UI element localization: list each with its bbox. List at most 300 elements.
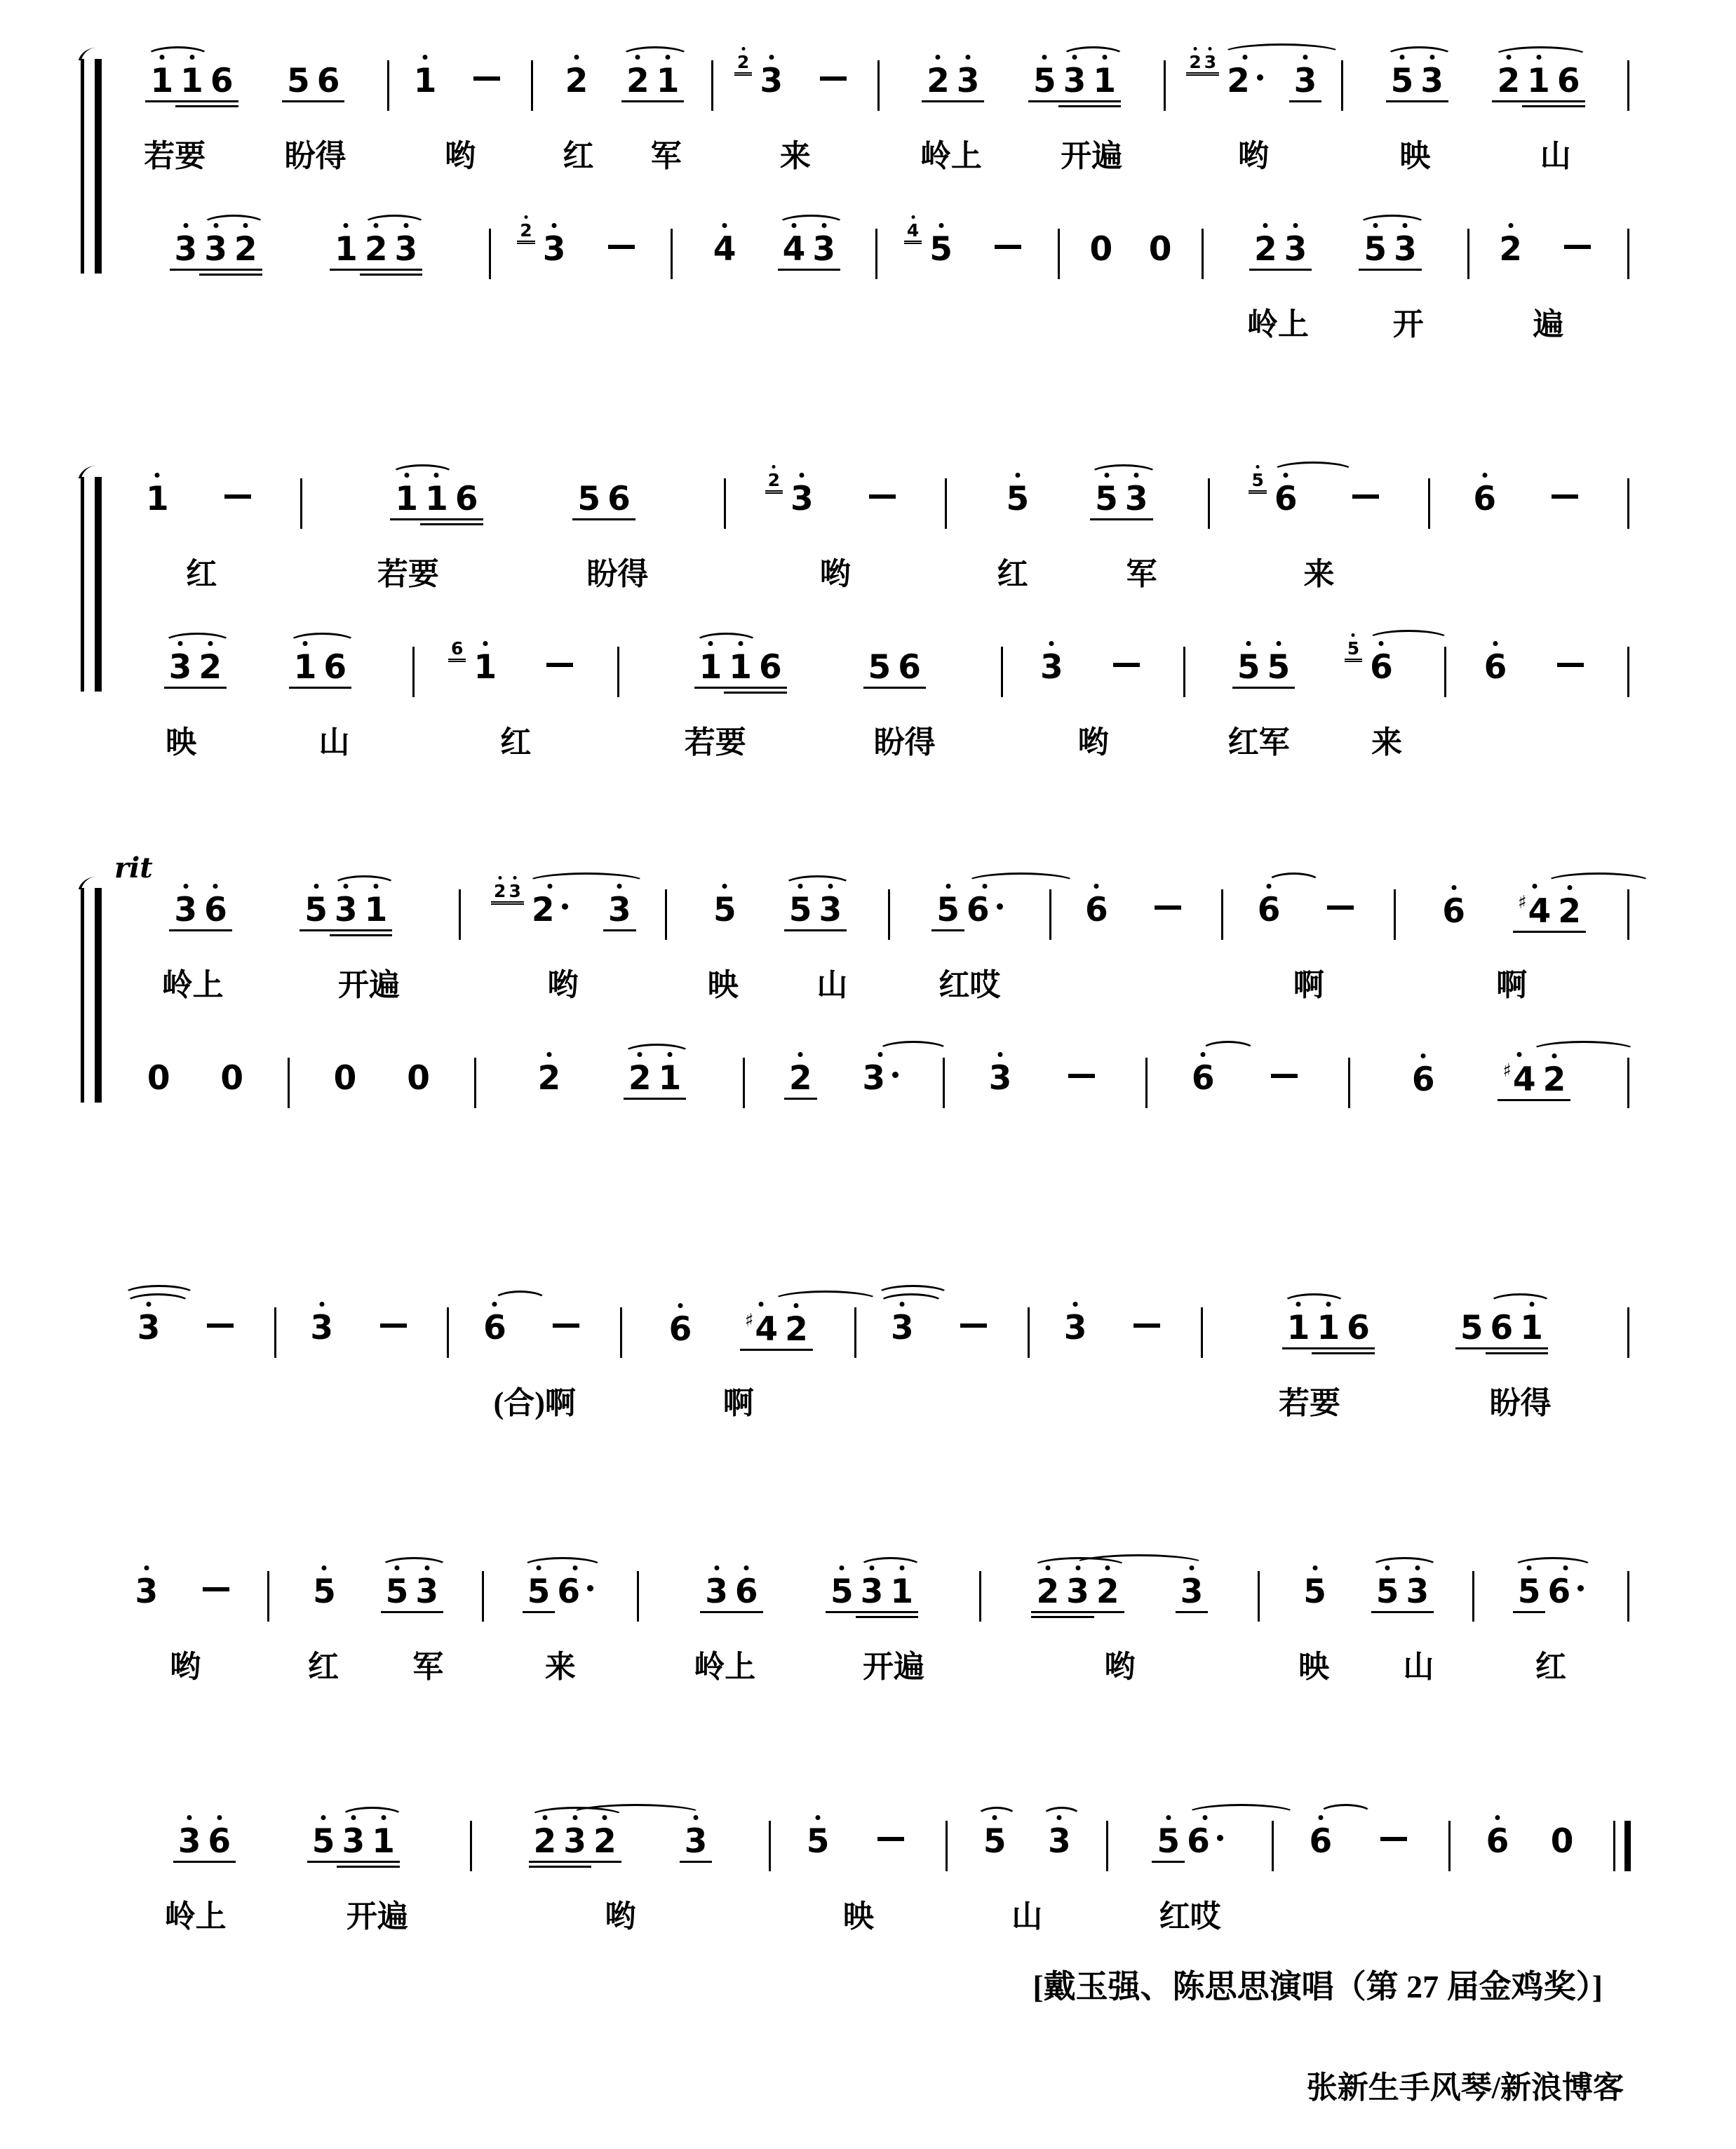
- voice-line: [105, 1025, 1631, 1170]
- note-group: [1434, 892, 1473, 931]
- barline: [1208, 478, 1210, 529]
- octave-dot: [744, 1565, 749, 1570]
- system-2: [81, 446, 1631, 759]
- notes-row: [473, 1788, 768, 1870]
- note-group: [1537, 506, 1592, 510]
- note-group: [189, 1598, 243, 1603]
- barline: [743, 1058, 745, 1108]
- octave-dot: [1399, 55, 1404, 60]
- note-group: [1465, 480, 1504, 518]
- barline: [1106, 1821, 1108, 1871]
- measure: [879, 196, 1056, 341]
- note: 1: [887, 1575, 917, 1608]
- note-group: [1230, 648, 1298, 687]
- barline: [1627, 60, 1629, 111]
- note-group: [1244, 470, 1305, 518]
- system-1: [81, 28, 1631, 341]
- note-group: [138, 480, 177, 518]
- notes-row: [105, 1788, 469, 1870]
- octave-dot: [573, 1565, 578, 1570]
- note: 5: [301, 894, 331, 927]
- octave-dot: [1506, 55, 1511, 60]
- barline: [1183, 647, 1185, 697]
- note: 2: [1495, 233, 1526, 266]
- voice-line: [105, 614, 1631, 759]
- performers-credit: [戴玉强、陈思思演唱（第 27 届金鸡奖）]: [1032, 1969, 1603, 2005]
- barline: [1348, 1058, 1350, 1108]
- sharp-icon: ♯: [1502, 1060, 1512, 1082]
- note: 5: [710, 894, 740, 927]
- octave-dot: [1421, 1053, 1426, 1058]
- note: 2: [492, 882, 507, 900]
- note-group: [387, 480, 485, 518]
- note: 3: [681, 1825, 711, 1858]
- octave-dot: [1536, 55, 1541, 60]
- lyrics-row: [1397, 938, 1626, 1002]
- note: 1: [290, 651, 321, 684]
- octave-dot: [678, 1303, 682, 1308]
- notes-row: [1275, 1788, 1447, 1870]
- notes-row: [948, 446, 1206, 527]
- lyric-syllable: 山: [816, 968, 848, 1002]
- octave-dot: [772, 465, 776, 469]
- note: 3: [132, 1575, 162, 1608]
- lyric-syllable: 红: [307, 1650, 339, 1684]
- note-group: [900, 220, 960, 269]
- octave-dot: [1209, 47, 1212, 50]
- lyric-syllable: 红哎: [938, 968, 1001, 1002]
- grace-notes: [1345, 640, 1362, 662]
- note-group: [946, 1335, 1001, 1339]
- note-group: [823, 1572, 921, 1611]
- barline: [1627, 1571, 1629, 1622]
- measure: [1275, 1788, 1447, 1933]
- lyrics-row: [391, 109, 530, 173]
- note: 3: [887, 1312, 917, 1345]
- octave-dot: [1385, 1565, 1390, 1570]
- slur-arc: [1073, 1554, 1205, 1574]
- score: [81, 28, 1631, 1933]
- measure: [105, 614, 411, 759]
- note-group: [279, 62, 347, 100]
- measure: [391, 28, 530, 173]
- octave-dot: [1201, 1052, 1206, 1057]
- notes-row: [534, 28, 710, 109]
- note: 5: [803, 1825, 833, 1858]
- measure: [1471, 196, 1626, 341]
- note-group: [863, 1848, 918, 1852]
- barline: [288, 1058, 290, 1108]
- octave-dot: [322, 1565, 327, 1570]
- note: 1: [331, 233, 361, 266]
- note-group: [1495, 1060, 1573, 1099]
- note-group: [210, 506, 265, 510]
- octave-dot: [525, 215, 528, 219]
- lyric-syllable: 军: [412, 1650, 444, 1684]
- octave-dot: [794, 1303, 799, 1308]
- measure: [727, 446, 943, 591]
- note: 1: [1523, 65, 1554, 97]
- lyrics-row: [668, 938, 887, 1002]
- measure: [105, 1275, 273, 1420]
- lyrics-row: [1345, 109, 1626, 173]
- octave-dot: [870, 1565, 875, 1570]
- note: 3: [338, 1825, 368, 1858]
- octave-dot: [374, 223, 379, 228]
- notes-row: [1345, 28, 1626, 109]
- barline: [854, 1307, 856, 1358]
- note: 5: [1153, 1825, 1183, 1858]
- augmentation-dot: [562, 903, 568, 910]
- notes-row: [450, 1275, 619, 1356]
- lyrics-row: [1061, 278, 1200, 341]
- barline: [769, 1821, 771, 1871]
- octave-dot: [1451, 885, 1456, 890]
- notes-row: [668, 857, 887, 938]
- octave-dot: [1075, 1565, 1080, 1570]
- dash-hold: [1327, 905, 1354, 910]
- lyrics-row: [534, 109, 710, 173]
- octave-dot: [714, 1565, 719, 1570]
- measure: [462, 857, 664, 1002]
- octave-dot: [189, 55, 194, 60]
- note: 2: [361, 233, 391, 266]
- note-group: [1077, 891, 1116, 929]
- lyrics-row: [416, 696, 616, 759]
- measure: [746, 1025, 941, 1170]
- note: 6: [1469, 483, 1500, 516]
- sharp-icon: ♯: [1517, 892, 1527, 913]
- notes-row: [105, 1539, 266, 1620]
- note: 5: [1250, 471, 1265, 489]
- note: 6: [1544, 1575, 1587, 1608]
- measure: [715, 28, 875, 173]
- measure: [1448, 614, 1626, 759]
- note-group: [1056, 1309, 1095, 1347]
- lyric-syllable: 盼得: [873, 725, 936, 760]
- note-group: [775, 230, 843, 269]
- note: 5: [283, 65, 314, 97]
- barline: [1627, 647, 1629, 697]
- octave-dot: [434, 473, 439, 478]
- measure: [621, 614, 1000, 759]
- octave-dot: [798, 884, 803, 889]
- final-barline: [1613, 1821, 1631, 1871]
- note-group: [327, 230, 425, 269]
- lyric-syllable: 山: [1540, 139, 1571, 173]
- note: 5: [574, 483, 604, 516]
- barline: [1444, 647, 1446, 697]
- note: 6: [553, 1575, 597, 1608]
- note: 5: [1346, 640, 1361, 657]
- lyric-syllable: 若要: [144, 139, 206, 173]
- note: 3: [412, 1575, 442, 1608]
- note: 2: [1223, 65, 1267, 97]
- augmentation-dot: [997, 903, 1003, 910]
- octave-dot: [1508, 223, 1513, 228]
- note: 4: [710, 233, 740, 266]
- lyrics-row: [1261, 1620, 1471, 1683]
- note-group: [1149, 1822, 1230, 1861]
- note: 3: [787, 483, 817, 516]
- system-5: [81, 1539, 1631, 1683]
- octave-dot: [792, 223, 797, 228]
- octave-dot: [547, 884, 552, 889]
- octave-dot: [693, 1815, 698, 1820]
- note: 5: [382, 1575, 412, 1608]
- note-group: [761, 470, 821, 518]
- note: 5: [827, 1575, 857, 1608]
- notes-row: [746, 1025, 941, 1107]
- octave-dot: [1263, 223, 1268, 228]
- note-group: [459, 88, 514, 92]
- augmentation-dot: [1257, 74, 1263, 81]
- notes-row: [1061, 196, 1200, 278]
- lyrics-row: [1476, 1620, 1626, 1683]
- note: 5: [1091, 483, 1122, 516]
- measure: [1352, 1025, 1626, 1170]
- note: 1: [410, 65, 440, 97]
- octave-dot: [344, 223, 349, 228]
- notes-row: [983, 1539, 1256, 1620]
- note: 5: [980, 1825, 1010, 1858]
- note-group: [166, 891, 234, 929]
- octave-dot: [821, 223, 826, 228]
- measure: [492, 196, 670, 341]
- barline: [447, 1307, 449, 1358]
- credits: [81, 1961, 1631, 2107]
- note-group: [706, 891, 744, 929]
- octave-dot: [1242, 55, 1247, 60]
- dash-hold: [553, 1323, 579, 1328]
- source-credit: 张新生手风琴/新浪博客: [1306, 2070, 1624, 2105]
- lyric-syllable: (合)啊: [493, 1386, 576, 1420]
- octave-dot: [816, 1815, 821, 1820]
- lyrics-row: [1031, 1356, 1199, 1420]
- note: 3: [507, 882, 522, 900]
- lyric-syllable: 来: [779, 139, 811, 173]
- lyrics-row: [1471, 278, 1626, 341]
- octave-dot: [1532, 884, 1537, 889]
- lyric-syllable: 盼得: [284, 139, 346, 173]
- voice-line: [105, 1539, 1631, 1683]
- lyric-syllable: 军: [1126, 557, 1157, 591]
- note: 2: [518, 222, 533, 239]
- note-group: [1489, 62, 1587, 100]
- octave-dot: [635, 55, 640, 60]
- lyrics-row: [891, 938, 1047, 1002]
- note-group: [1040, 1822, 1079, 1861]
- note-group: [1313, 917, 1368, 921]
- note: 5: [1387, 65, 1418, 97]
- octave-dot: [1105, 1565, 1110, 1570]
- barline: [671, 229, 673, 279]
- barline: [1627, 889, 1629, 940]
- note: 6: [204, 1825, 234, 1858]
- dash-hold: [820, 76, 847, 81]
- note: 5: [933, 894, 963, 927]
- octave-dot: [738, 641, 743, 646]
- octave-dot: [177, 641, 182, 646]
- octave-dot: [1194, 47, 1197, 50]
- lyric-syllable: 开遍: [338, 968, 401, 1002]
- note: 3: [171, 233, 201, 266]
- notes-row: [1471, 196, 1626, 278]
- barline: [1202, 229, 1204, 279]
- lyrics-row: [1204, 1356, 1626, 1420]
- lyrics-row: [105, 938, 457, 1002]
- octave-dot: [1352, 633, 1355, 637]
- lyric-syllable: 红军: [1227, 725, 1290, 760]
- octave-dot: [759, 1302, 764, 1307]
- note: 6: [1554, 65, 1584, 97]
- note: 5: [1360, 233, 1390, 266]
- barline: [300, 478, 302, 529]
- lyric-syllable: 盼得: [586, 557, 649, 591]
- octave-dot: [314, 884, 318, 889]
- dash-hold: [1155, 905, 1181, 910]
- octave-dot: [147, 1302, 152, 1307]
- octave-dot: [183, 884, 188, 889]
- note-group: [142, 62, 241, 100]
- note: 0: [407, 1059, 430, 1098]
- note-group: [326, 1059, 365, 1098]
- slur-arc: [1222, 43, 1341, 63]
- note: 6: [1271, 483, 1301, 516]
- notes-row: [674, 196, 874, 278]
- notes-row: [492, 196, 670, 278]
- note-group: [167, 230, 265, 269]
- notes-row: [1187, 614, 1443, 696]
- octave-dot: [424, 1565, 429, 1570]
- note: 2: [786, 1062, 816, 1095]
- lyrics-row: [1149, 1107, 1347, 1170]
- octave-dot: [1482, 473, 1487, 478]
- lyric-syllable: 哟: [605, 1899, 636, 1934]
- note: 2: [625, 1062, 655, 1095]
- note: 3: [1291, 65, 1321, 97]
- measure: [105, 1025, 286, 1170]
- note: 1: [142, 483, 173, 516]
- octave-dot: [936, 55, 941, 60]
- octave-dot: [394, 1565, 399, 1570]
- note-group: [302, 1309, 341, 1347]
- barline: [711, 60, 713, 111]
- grace-notes: [734, 53, 752, 76]
- lyrics-row: [105, 278, 487, 341]
- notes-row: [858, 1275, 1026, 1356]
- note-group: [1338, 506, 1393, 510]
- notes-row: [879, 196, 1056, 278]
- note-group: [1141, 230, 1180, 269]
- note: 1: [422, 483, 452, 516]
- lyric-syllable: 红: [997, 557, 1028, 591]
- barline: [1001, 647, 1003, 697]
- note-group: [1250, 891, 1288, 929]
- measure: [473, 1788, 768, 1933]
- octave-dot: [1516, 1052, 1521, 1057]
- note: ♯4: [1499, 1062, 1539, 1096]
- note: 5: [1030, 65, 1060, 97]
- lyrics-row: [772, 1870, 944, 1933]
- octave-dot: [1567, 885, 1572, 890]
- note: 6: [314, 65, 344, 97]
- note-group: [1140, 917, 1195, 921]
- barline: [1428, 478, 1430, 529]
- lyric-syllable: 哟: [547, 968, 579, 1002]
- voice-line: [105, 1275, 1631, 1420]
- barline: [1394, 889, 1396, 940]
- notes-row: [271, 1539, 480, 1620]
- note: 6: [1188, 1062, 1218, 1095]
- note: 3: [1203, 53, 1218, 71]
- lyrics-row: [946, 1107, 1144, 1170]
- octave-dot: [1102, 55, 1107, 60]
- note-group: [781, 1059, 820, 1098]
- notes-row: [1149, 1025, 1347, 1107]
- dash-hold: [203, 1587, 229, 1591]
- barline: [1627, 478, 1629, 529]
- dash-hold: [1564, 245, 1591, 249]
- lyric-syllable: 来: [1303, 557, 1335, 591]
- octave-dot: [1312, 1565, 1317, 1570]
- lyric-syllable: 红: [186, 557, 217, 591]
- lyrics-row: [1448, 696, 1626, 759]
- note-group: [619, 62, 687, 100]
- octave-dot: [1373, 223, 1378, 228]
- notes-row: [640, 1539, 978, 1620]
- note: 2: [781, 1313, 812, 1346]
- note: 2: [623, 65, 653, 97]
- barline: [1627, 1058, 1629, 1108]
- note: 6: [1439, 895, 1469, 928]
- note: 2: [1032, 1575, 1063, 1608]
- note: 4: [906, 222, 920, 239]
- tempo-mark: rit: [114, 851, 153, 884]
- lyric-syllable: 啊: [1496, 968, 1528, 1002]
- note: 2: [767, 471, 781, 489]
- barline: [1258, 1571, 1260, 1622]
- measure: [1452, 1788, 1608, 1933]
- note: 2: [534, 1062, 564, 1095]
- lyric-syllable: 若要: [1279, 1386, 1341, 1420]
- octave-dot: [344, 884, 349, 889]
- octave-dot: [513, 876, 517, 880]
- notes-row: [891, 857, 1047, 938]
- note-group: [1087, 480, 1155, 518]
- notes-row: [478, 1025, 741, 1107]
- note-group: [661, 1310, 700, 1349]
- measure: [949, 1788, 1105, 1933]
- notes-row: [881, 28, 1162, 109]
- note: 2: [562, 65, 592, 97]
- barline: [474, 1058, 476, 1108]
- note-group: [539, 1335, 593, 1339]
- note-group: [855, 506, 910, 510]
- note-group: [1302, 1822, 1340, 1861]
- lyrics-row: [450, 1356, 619, 1420]
- lyrics-row: [1432, 527, 1626, 591]
- notes-row: [105, 446, 299, 527]
- lyrics-row: [105, 1107, 286, 1170]
- notes-row: [462, 857, 664, 938]
- notes-row: [1225, 857, 1392, 938]
- octave-dot: [1415, 1565, 1420, 1570]
- notes-row: [621, 614, 1000, 696]
- note-group: [730, 52, 790, 100]
- barline: [946, 1821, 948, 1871]
- note-group: [1246, 230, 1314, 269]
